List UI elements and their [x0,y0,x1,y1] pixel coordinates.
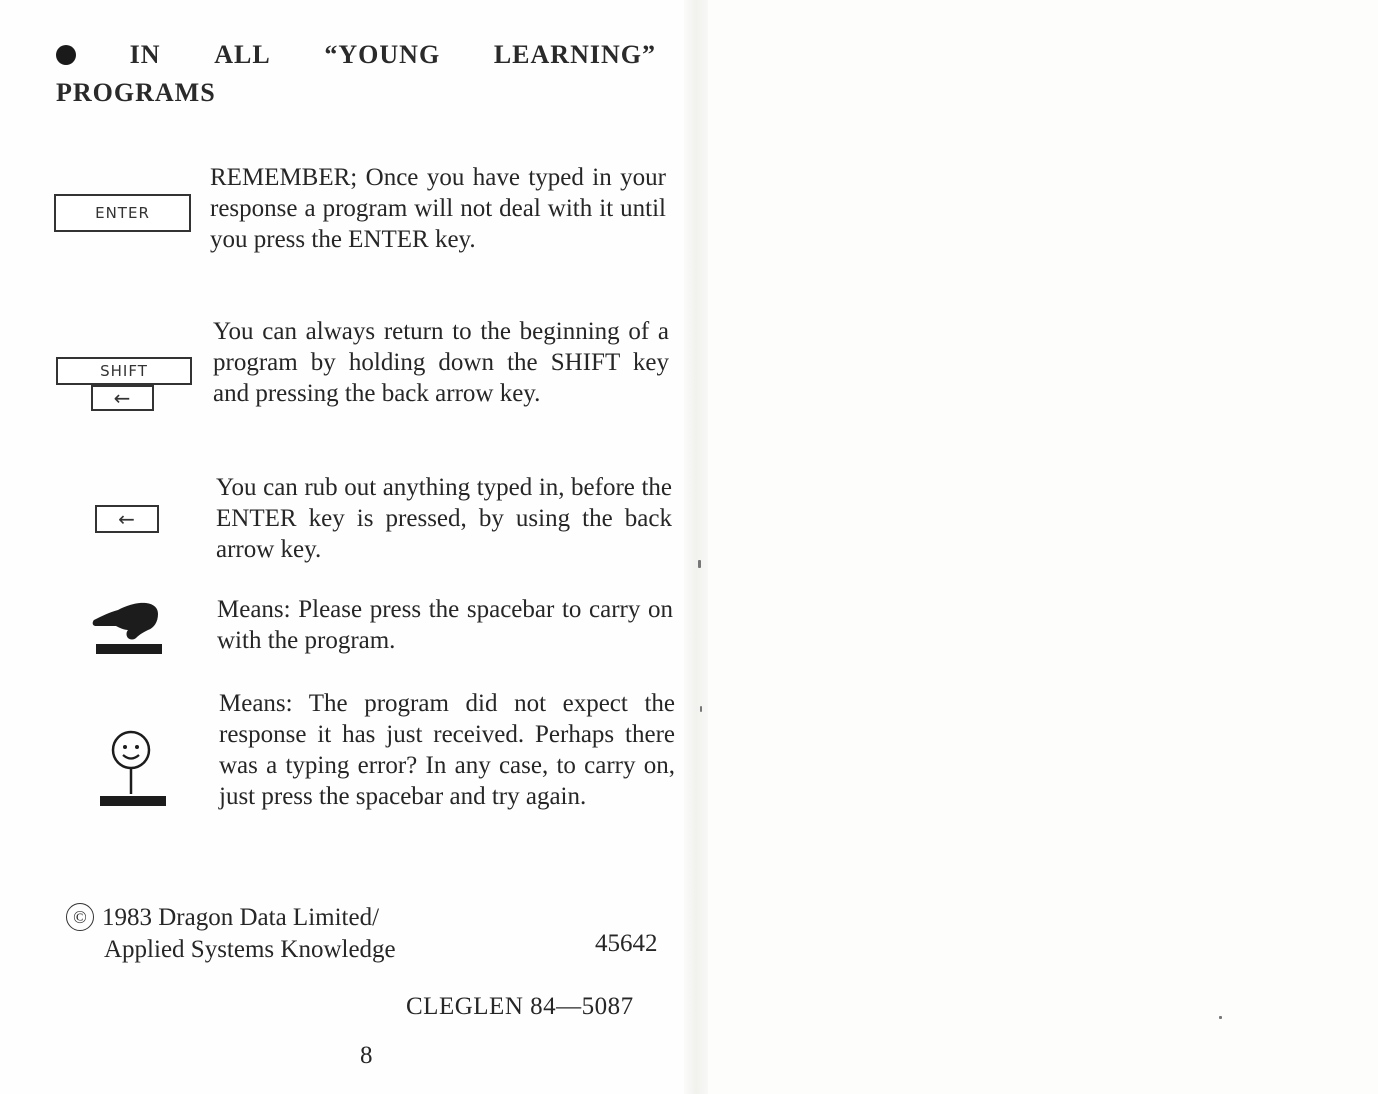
paper-speck [1219,1016,1222,1019]
copyright-symbol: © [66,903,94,931]
bullet-icon [56,45,76,65]
pointing-hand-icon [92,598,164,665]
copyright-line-1: 1983 Dragon Data Limited/ [102,904,380,931]
rub-out-instruction: You can rub out anything typed in, before the ENTER key is pressed, by using the back arrow key. [216,474,672,563]
shift-back-instruction: You can always return to the beginning of a program by holding down the SHIFT key and pressing the back arrow key. [213,318,669,407]
printer-code: CLEGLEN 84—5087 [406,993,634,1020]
back-arrow-key-icon: ← [95,505,159,533]
question-face-icon [98,728,168,815]
book-gutter [684,0,708,1094]
spacebar-instruction: Means: Please press the spacebar to carry on with the program. [217,596,673,654]
enter-key-icon: ENTER [54,194,191,232]
page-number: 8 [360,1042,373,1069]
shift-key-icon: SHIFT [56,357,192,385]
copyright-notice [66,902,396,966]
heading-word: IN [129,40,161,69]
paper-speck [698,560,701,568]
heading-word: LEARNING” [493,40,656,69]
heading-word: “YOUNG [324,40,441,69]
heading-line-2: PROGRAMS [56,78,216,107]
unexpected-response-instruction: Means: The program did not expect the response it has just received. Perhaps there was a typing error? In any case, to carry on, just press the spacebar and try again. [219,690,675,810]
section-heading [56,36,656,112]
right-page [693,0,1378,1094]
back-arrow-key-icon: ← [91,385,154,411]
paper-speck [700,706,702,712]
copyright-line-2: Applied Systems Knowledge [104,936,396,963]
enter-key-instruction: REMEMBER; Once you have typed in your response a program will not deal with it until you press the ENTER key. [210,164,666,253]
catalog-number: 45642 [595,930,658,957]
heading-word: ALL [214,40,271,69]
